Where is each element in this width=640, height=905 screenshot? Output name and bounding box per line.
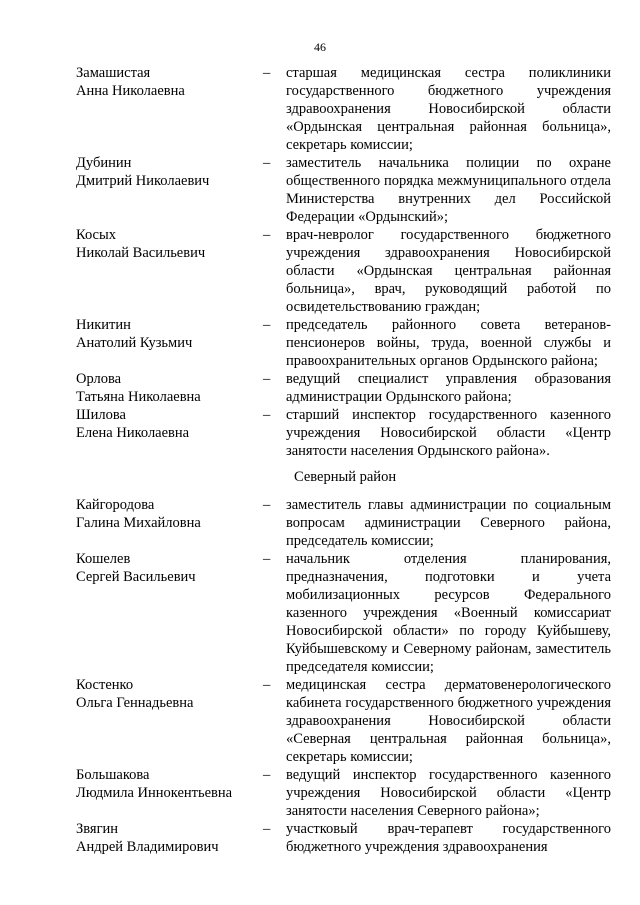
member-name bbox=[76, 154, 263, 226]
member-surname: Кайгородова bbox=[76, 497, 155, 513]
dash-separator: – bbox=[263, 155, 271, 171]
member-position: заместитель начальника полиции по охране общественного порядка межмуниципального отдела Министерства внутренних дел Российской Федерации «Ордынский»; bbox=[286, 155, 611, 225]
member-given-names: Андрей Владимирович bbox=[76, 839, 219, 855]
member-position: ведущий инспектор государственного казенного учреждения Новосибирской области «Центр занятости населения Северного района»; bbox=[286, 767, 611, 819]
member-surname: Орлова bbox=[76, 371, 122, 387]
member-name bbox=[76, 226, 263, 316]
member-surname: Дубинин bbox=[76, 155, 132, 171]
member-position: начальник отделения планирования, предназначения, подготовки и учета мобилизационных ресурсов Федерального казенного учреждения «Военный комиссариат Новосибирской области» по городу Куйбышеву, Куйбышевскому и Северному районам, заместитель председателя комиссии; bbox=[286, 551, 611, 675]
member-name bbox=[76, 550, 263, 676]
member-position: медицинская сестра дерматовенерологического кабинета государственного бюджетного учреждения здравоохранения Новосибирской области «Северная центральная районная больница», секретарь комиссии; bbox=[286, 677, 611, 765]
member-surname: Шилова bbox=[76, 407, 126, 423]
member-position: старшая медицинская сестра поликлиники государственного бюджетного учреждения здравоохранения Новосибирской области «Ордынская центральная районная больница», секретарь комиссии; bbox=[286, 65, 611, 153]
member-entry bbox=[76, 370, 611, 406]
member-given-names: Сергей Васильевич bbox=[76, 569, 196, 585]
member-surname: Косых bbox=[76, 227, 116, 243]
member-given-names: Анна Николаевна bbox=[76, 83, 185, 99]
member-surname: Кошелев bbox=[76, 551, 131, 567]
member-given-names: Галина Михайловна bbox=[76, 515, 201, 531]
member-name bbox=[76, 820, 263, 856]
member-entry bbox=[76, 820, 611, 856]
dash-separator: – bbox=[263, 821, 271, 837]
member-entry bbox=[76, 676, 611, 766]
member-surname: Звягин bbox=[76, 821, 119, 837]
member-entry bbox=[76, 64, 611, 154]
member-given-names: Татьяна Николаевна bbox=[76, 389, 201, 405]
member-given-names: Анатолий Кузьмич bbox=[76, 335, 193, 351]
member-position: заместитель главы администрации по социальным вопросам администрации Северного района, председатель комиссии; bbox=[286, 497, 611, 549]
member-name bbox=[76, 316, 263, 370]
member-entry bbox=[76, 316, 611, 370]
member-position: председатель районного совета ветеранов-пенсионеров войны, труда, военной службы и правоохранительных органов Ордынского района; bbox=[286, 317, 611, 369]
member-given-names: Елена Николаевна bbox=[76, 425, 190, 441]
member-name bbox=[76, 766, 263, 820]
dash-separator: – bbox=[263, 677, 271, 693]
dash-separator: – bbox=[263, 407, 271, 423]
dash-separator: – bbox=[263, 551, 271, 567]
commission-list bbox=[76, 64, 611, 856]
member-entry bbox=[76, 154, 611, 226]
member-name bbox=[76, 676, 263, 766]
dash-separator: – bbox=[263, 371, 271, 387]
member-position: старший инспектор государственного казенного учреждения Новосибирской области «Центр занятости населения Ордынского района». bbox=[286, 407, 611, 459]
member-entry bbox=[76, 496, 611, 550]
member-surname: Большакова bbox=[76, 767, 150, 783]
member-entry bbox=[76, 550, 611, 676]
member-surname: Никитин bbox=[76, 317, 131, 333]
commission-list-severny bbox=[76, 496, 611, 856]
member-name bbox=[76, 496, 263, 550]
member-name bbox=[76, 406, 263, 460]
dash-separator: – bbox=[263, 497, 271, 513]
member-entry bbox=[76, 406, 611, 460]
member-entry bbox=[76, 766, 611, 820]
dash-separator: – bbox=[263, 65, 271, 81]
member-position: ведущий специалист управления образования администрации Ордынского района; bbox=[286, 371, 611, 405]
member-position: врач-невролог государственного бюджетного учреждения здравоохранения Новосибирской области «Ордынская центральная районная больница», врач, руководящий работой по освидетельствованию граждан; bbox=[286, 227, 611, 315]
page-number: 46 bbox=[314, 40, 326, 54]
member-name bbox=[76, 370, 263, 406]
dash-separator: – bbox=[263, 317, 271, 333]
member-name bbox=[76, 64, 263, 154]
member-surname: Костенко bbox=[76, 677, 134, 693]
member-given-names: Дмитрий Николаевич bbox=[76, 173, 210, 189]
dash-separator: – bbox=[263, 767, 271, 783]
section-heading: Северный район bbox=[294, 469, 397, 485]
commission-list-ordynsky bbox=[76, 64, 611, 460]
member-given-names: Николай Васильевич bbox=[76, 245, 206, 261]
member-position: участковый врач-терапевт государственного бюджетного учреждения здравоохранения bbox=[286, 821, 611, 855]
member-entry bbox=[76, 226, 611, 316]
dash-separator: – bbox=[263, 227, 271, 243]
member-given-names: Людмила Иннокентьевна bbox=[76, 785, 233, 801]
member-surname: Замашистая bbox=[76, 65, 151, 81]
member-given-names: Ольга Геннадьевна bbox=[76, 695, 194, 711]
